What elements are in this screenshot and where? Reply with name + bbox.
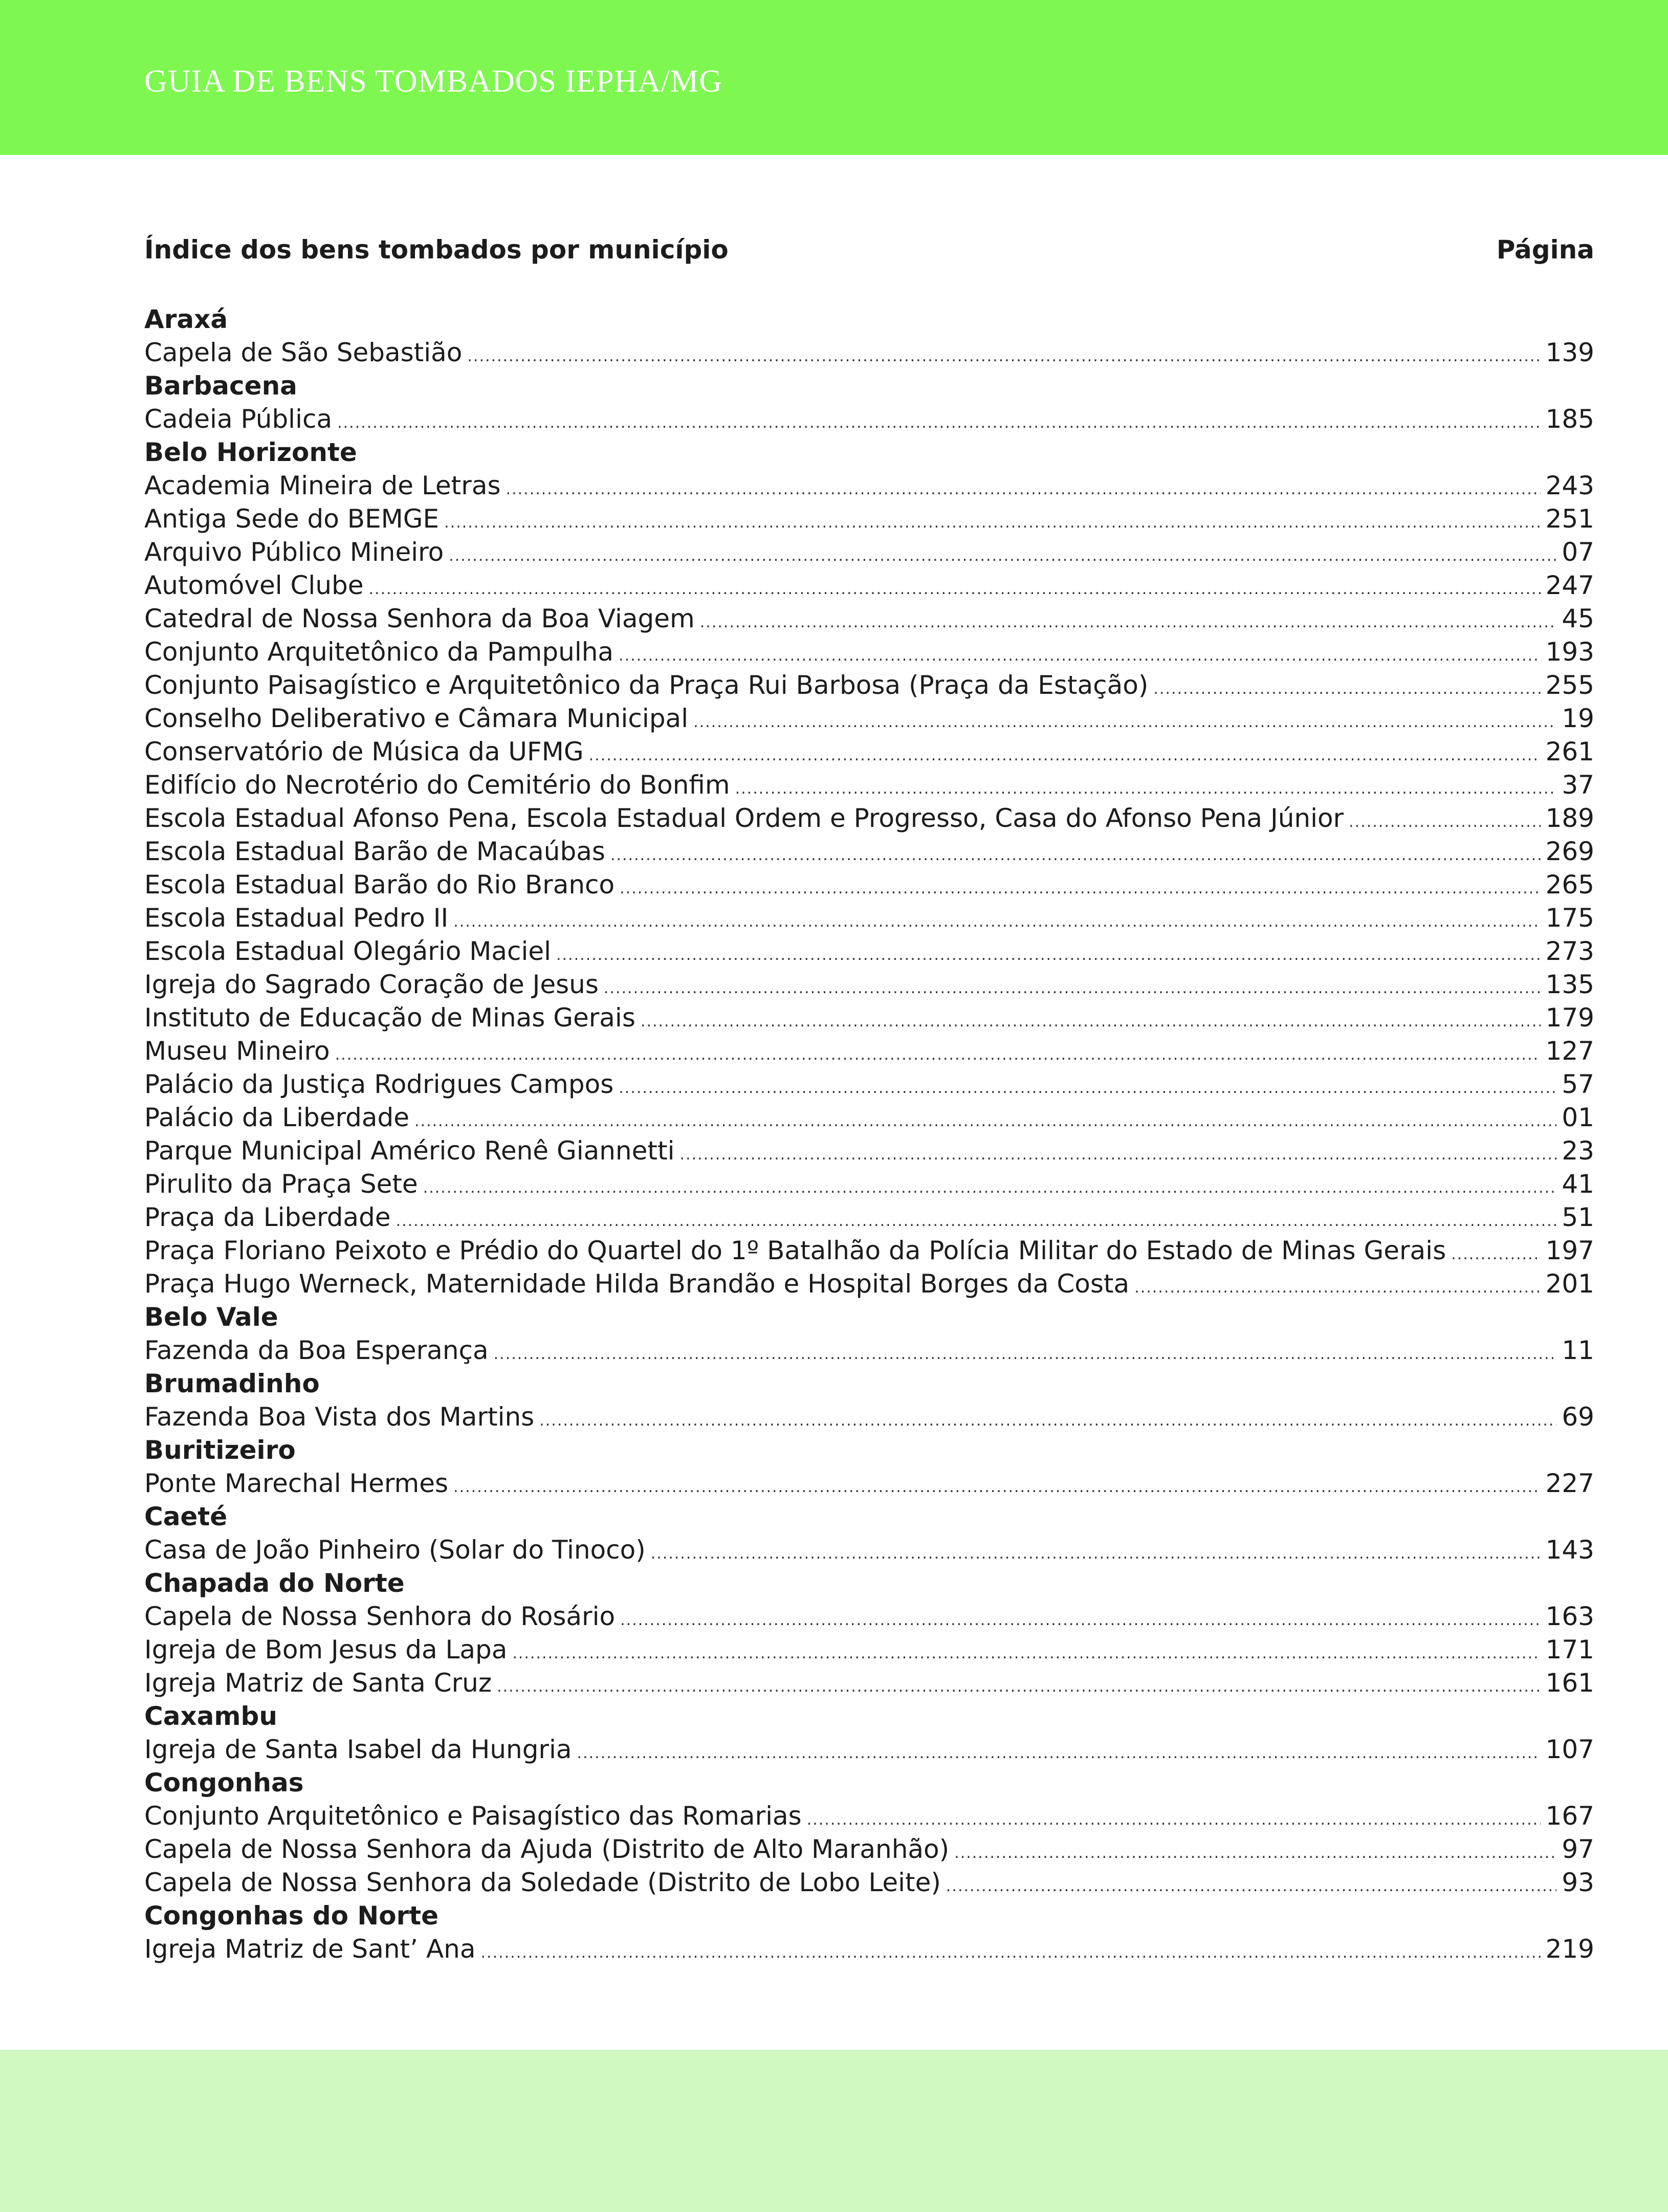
entry-title: Palácio da Justiça Rodrigues Campos	[144, 1069, 614, 1099]
entry-title: Igreja de Bom Jesus da Lapa	[144, 1635, 508, 1665]
index-entry	[144, 1267, 1594, 1301]
footer-bar	[0, 2050, 1668, 2212]
entry-title: Praça da Liberdade	[144, 1202, 391, 1232]
index-entry	[144, 1168, 1594, 1201]
dot-leader	[589, 739, 1541, 772]
index-entry	[144, 403, 1594, 436]
page-column-label: Página	[1496, 235, 1594, 265]
index-entry	[144, 835, 1594, 868]
index-entry	[144, 602, 1594, 636]
index-entry	[144, 569, 1594, 602]
index-entry	[144, 1467, 1594, 1500]
entry-title: Escola Estadual Afonso Pena, Escola Estadual Ordem e Progresso, Casa do Afonso Pena Júnior	[144, 803, 1344, 833]
dot-leader	[494, 1338, 1557, 1371]
entry-title: Museu Mineiro	[144, 1036, 330, 1066]
dot-leader	[1451, 1238, 1540, 1271]
dot-leader	[444, 506, 1540, 539]
entry-title: Pirulito da Praça Sete	[144, 1169, 418, 1199]
index-entry	[144, 1866, 1594, 1899]
dot-leader	[610, 839, 1541, 872]
municipality-heading: Belo Vale	[144, 1302, 278, 1332]
entry-title: Casa de João Pinheiro (Solar do Tinoco)	[144, 1535, 646, 1565]
entry-title: Praça Floriano Peixoto e Prédio do Quartel do 1º Batalhão da Polícia Militar do Estado de Minas Gerais	[144, 1236, 1446, 1265]
index-entry	[144, 1833, 1594, 1866]
municipality-heading: Chapada do Norte	[144, 1568, 405, 1598]
entry-page-number: 161	[1545, 1668, 1594, 1698]
dot-leader	[604, 972, 1541, 1005]
index-entry	[144, 536, 1594, 569]
entry-title: Antiga Sede do BEMGE	[144, 504, 440, 534]
index-entry	[144, 935, 1594, 968]
index-entry	[144, 1035, 1594, 1068]
municipality-heading: Caxambu	[144, 1701, 277, 1731]
entry-title: Conjunto Arquitetônico e Paisagístico das Romarias	[144, 1801, 802, 1831]
entry-page-number: 269	[1545, 837, 1594, 866]
entry-page-number: 19	[1562, 704, 1594, 733]
dot-leader	[337, 406, 1540, 440]
entry-page-number: 69	[1562, 1402, 1594, 1432]
entry-title: Catedral de Nossa Senhora da Boa Viagem	[144, 604, 695, 633]
entry-page-number: 163	[1545, 1602, 1594, 1631]
entry-page-number: 219	[1545, 1934, 1594, 1964]
entry-page-number: 179	[1545, 1003, 1594, 1033]
dot-leader	[651, 1537, 1541, 1570]
entry-title: Igreja de Santa Isabel da Hungria	[144, 1735, 572, 1764]
index-entry	[144, 1667, 1594, 1700]
dot-leader	[414, 1105, 1556, 1138]
entry-title: Escola Estadual Pedro II	[144, 903, 449, 933]
dot-leader	[946, 1870, 1557, 1903]
municipality-heading: Buritizeiro	[144, 1435, 296, 1465]
dot-leader	[700, 606, 1557, 639]
header-bar	[0, 0, 1668, 155]
dot-leader	[512, 1637, 1540, 1670]
index-entry	[144, 968, 1594, 1001]
dot-leader	[539, 1404, 1556, 1437]
entry-title: Capela de Nossa Senhora da Ajuda (Distrito de Alto Maranhão)	[144, 1834, 950, 1864]
entry-title: Conservatório de Música da UFMG	[144, 737, 584, 766]
dot-leader	[369, 573, 1541, 606]
entry-page-number: 23	[1562, 1136, 1594, 1166]
index-entry	[144, 1334, 1594, 1367]
entry-page-number: 97	[1562, 1834, 1594, 1864]
index-heading: Índice dos bens tombados por município	[144, 235, 729, 265]
index-entry	[144, 336, 1594, 369]
entry-title: Palácio da Liberdade	[144, 1103, 410, 1132]
dot-leader	[679, 1138, 1556, 1171]
index-entry	[144, 1201, 1594, 1234]
entry-page-number: 143	[1545, 1535, 1594, 1565]
municipality-index	[144, 231, 1594, 1966]
dot-leader	[497, 1670, 1540, 1703]
entry-page-number: 45	[1562, 604, 1594, 633]
municipality-heading: Barbacena	[144, 371, 297, 401]
dot-leader	[619, 639, 1541, 672]
index-entry	[144, 868, 1594, 902]
index-entry	[144, 1234, 1594, 1267]
entry-title: Edifício do Necrotério do Cemitério do Bonfim	[144, 770, 730, 800]
dot-leader	[453, 905, 1540, 938]
entry-page-number: 41	[1562, 1169, 1594, 1199]
entry-page-number: 127	[1545, 1036, 1594, 1066]
spacer	[144, 268, 1594, 303]
dot-leader	[577, 1737, 1541, 1770]
dot-leader	[693, 706, 1556, 739]
guide-title: GUIA DE BENS TOMBADOS IEPHA/MG	[144, 64, 723, 99]
index-entry	[144, 1534, 1594, 1567]
index-entry	[144, 1001, 1594, 1035]
entry-title: Escola Estadual Barão de Macaúbas	[144, 837, 605, 866]
entry-page-number: 57	[1562, 1069, 1594, 1099]
entry-title: Capela de Nossa Senhora do Rosário	[144, 1602, 616, 1631]
index-entry	[144, 769, 1594, 802]
dot-leader	[620, 1604, 1540, 1637]
index-entry	[144, 902, 1594, 935]
entry-page-number: 11	[1562, 1335, 1594, 1365]
dot-leader	[506, 473, 1541, 506]
entry-title: Automóvel Clube	[144, 571, 364, 600]
index-entry	[144, 469, 1594, 502]
dot-leader	[735, 772, 1557, 805]
index-entry	[144, 1800, 1594, 1833]
dot-leader	[1153, 672, 1540, 706]
entry-page-number: 201	[1545, 1269, 1594, 1299]
entry-title: Academia Mineira de Letras	[144, 471, 501, 500]
index-entry	[144, 502, 1594, 536]
entry-page-number: 247	[1545, 571, 1594, 600]
dot-leader	[556, 938, 1541, 972]
entry-title: Igreja Matriz de Sant’ Ana	[144, 1934, 476, 1964]
dot-leader	[335, 1038, 1541, 1071]
entry-title: Escola Estadual Barão do Rio Branco	[144, 870, 615, 900]
index-entry	[144, 1600, 1594, 1633]
index-entry	[144, 1933, 1594, 1966]
entry-title: Praça Hugo Werneck, Maternidade Hilda Brandão e Hospital Borges da Costa	[144, 1269, 1130, 1299]
municipality-heading: Belo Horizonte	[144, 437, 357, 467]
entry-page-number: 107	[1545, 1735, 1594, 1764]
entry-page-number: 185	[1545, 404, 1594, 434]
entry-page-number: 243	[1545, 471, 1594, 500]
entry-title: Fazenda da Boa Esperança	[144, 1335, 489, 1365]
index-header	[144, 231, 1594, 268]
entry-page-number: 01	[1562, 1103, 1594, 1132]
entry-page-number: 139	[1545, 338, 1594, 367]
entry-page-number: 93	[1562, 1868, 1594, 1897]
entry-page-number: 175	[1545, 903, 1594, 933]
entry-title: Instituto de Educação de Minas Gerais	[144, 1003, 635, 1033]
entry-page-number: 265	[1545, 870, 1594, 900]
index-entry	[144, 669, 1594, 702]
entry-title: Conselho Deliberativo e Câmara Municipal	[144, 704, 689, 733]
municipality-heading: Congonhas do Norte	[144, 1901, 439, 1931]
entry-title: Capela de Nossa Senhora da Soledade (Distrito de Lobo Leite)	[144, 1868, 941, 1897]
entry-title: Fazenda Boa Vista dos Martins	[144, 1402, 535, 1432]
entry-page-number: 197	[1545, 1236, 1594, 1265]
entry-page-number: 227	[1545, 1469, 1594, 1498]
entry-page-number: 07	[1562, 537, 1594, 567]
municipality-heading: Brumadinho	[144, 1369, 320, 1398]
dot-leader	[449, 539, 1556, 573]
index-entry	[144, 1068, 1594, 1101]
index-entry	[144, 1134, 1594, 1168]
municipality-heading: Araxá	[144, 304, 228, 334]
entry-page-number: 135	[1545, 970, 1594, 999]
dot-leader	[1349, 805, 1540, 839]
index-entry	[144, 636, 1594, 669]
dot-leader	[396, 1204, 1557, 1238]
dot-leader	[619, 1071, 1556, 1105]
entry-title: Ponte Marechal Hermes	[144, 1469, 449, 1498]
dot-leader	[807, 1803, 1541, 1836]
entry-page-number: 51	[1562, 1202, 1594, 1232]
entry-title: Arquivo Público Mineiro	[144, 537, 444, 567]
entry-title: Cadeia Pública	[144, 404, 333, 434]
entry-page-number: 171	[1545, 1635, 1594, 1665]
dot-leader	[620, 872, 1540, 905]
dot-leader	[641, 1005, 1541, 1038]
index-entry	[144, 702, 1594, 735]
municipality-heading: Congonhas	[144, 1768, 304, 1798]
entry-title: Conjunto Paisagístico e Arquitetônico da Praça Rui Barbosa (Praça da Estação)	[144, 670, 1149, 700]
index-list	[144, 303, 1594, 1966]
index-entry	[144, 1733, 1594, 1766]
entry-page-number: 167	[1545, 1801, 1594, 1831]
entry-title: Capela de São Sebastião	[144, 338, 463, 367]
dot-leader	[423, 1171, 1557, 1204]
dot-leader	[467, 340, 1540, 373]
index-entry	[144, 1400, 1594, 1434]
dot-leader	[954, 1836, 1556, 1870]
entry-page-number: 189	[1545, 803, 1594, 833]
entry-page-number: 37	[1562, 770, 1594, 800]
entry-title: Escola Estadual Olegário Maciel	[144, 936, 552, 966]
entry-title: Parque Municipal Américo Renê Giannetti	[144, 1136, 675, 1166]
dot-leader	[1134, 1271, 1540, 1304]
entry-page-number: 255	[1545, 670, 1594, 700]
entry-title: Igreja do Sagrado Coração de Jesus	[144, 970, 599, 999]
entry-title: Igreja Matriz de Santa Cruz	[144, 1668, 492, 1698]
index-entry	[144, 1633, 1594, 1667]
municipality-heading: Caeté	[144, 1502, 228, 1531]
index-entry	[144, 802, 1594, 835]
entry-page-number: 193	[1545, 637, 1594, 667]
entry-title: Conjunto Arquitetônico da Pampulha	[144, 637, 614, 667]
entry-page-number: 251	[1545, 504, 1594, 534]
index-entry	[144, 735, 1594, 769]
entry-page-number: 261	[1545, 737, 1594, 766]
dot-leader	[481, 1936, 1541, 1969]
index-entry	[144, 1101, 1594, 1134]
entry-page-number: 273	[1545, 936, 1594, 966]
dot-leader	[453, 1471, 1540, 1504]
